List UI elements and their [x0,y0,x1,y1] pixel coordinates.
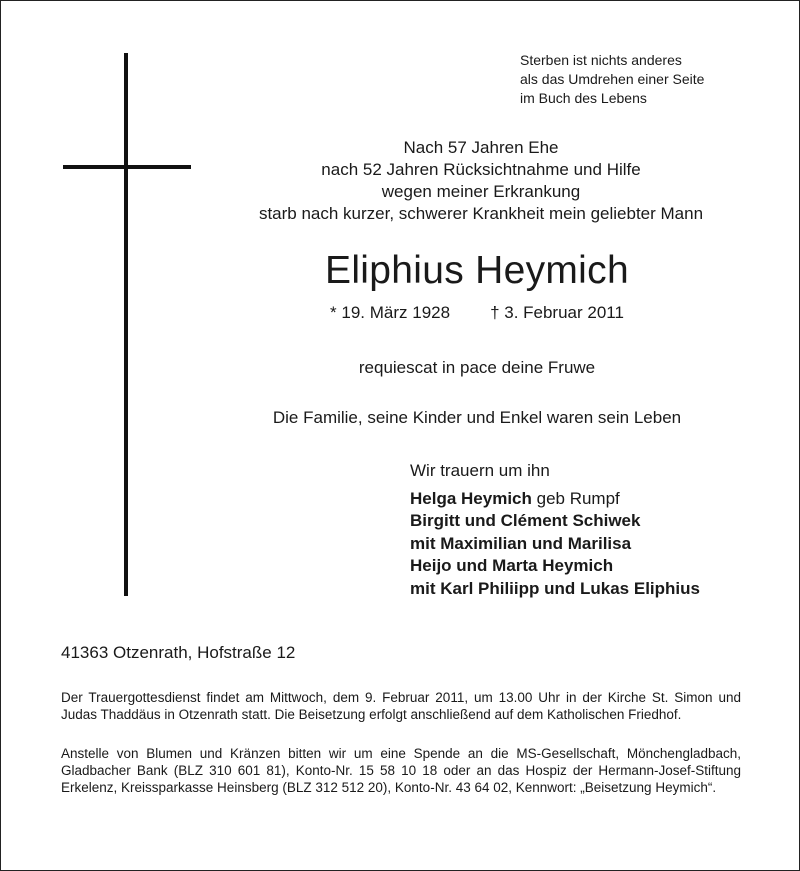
family-address: 41363 Otzenrath, Hofstraße 12 [61,643,296,662]
life-dates [171,301,783,325]
mourner-name: mit Maximilian und Marilisa [410,533,632,553]
widow-name: Helga Heymich [410,488,532,508]
mourner-line [410,533,700,556]
mourner-line [410,510,700,533]
death-date: † 3. Februar 2011 [490,303,624,322]
mourner-widow [410,488,700,511]
intro-line: Nach 57 Jahren Ehe [403,138,559,157]
birth-date: * 19. März 1928 [330,303,451,322]
quote-line: im Buch des Lebens [520,90,647,106]
quote-line: als das Umdrehen einer Seite [520,71,705,87]
widow-maiden-name: geb Rumpf [531,488,620,508]
deceased-name: Eliphius Heymich [325,249,629,292]
mourners-list [410,460,700,600]
epigraph-quote [520,51,704,108]
intro-text [171,137,791,225]
intro-line: wegen meiner Erkrankung [381,182,581,201]
mourner-line [410,578,700,601]
donation-notice: Anstelle von Blumen und Kränzen bitten wir um eine Spende an die MS-Gesellschaft, Mönchengladbach, Gladbacher Bank (BLZ 310 601 81), Konto-Nr. 15 58 10 18 oder an das Hospiz der Hermann-Josef-Stiftung Erkelenz, Kreissparkasse Heinsberg (BLZ 312 512 20), Konto-Nr. 43 64 02, Kennwort: „Beisetzung Heymich“. [61,746,741,795]
funeral-service-notice: Der Trauergottesdienst findet am Mittwoch, dem 9. Februar 2011, um 13.00 Uhr in der Kirche St. Simon und Judas Thaddäus in Otzenrath statt. Die Beisetzung erfolgt anschließend auf dem Katholischen Friedhof. [61,690,741,722]
quote-line: Sterben ist nichts anderes [520,52,682,68]
cross-icon-vertical-bar [124,53,128,596]
intro-line: nach 52 Jahren Rücksichtnahme und Hilfe [321,160,641,179]
mourner-line [410,555,700,578]
intro-line: starb nach kurzer, schwerer Krankheit mein geliebter Mann [258,204,704,223]
mourner-name: mit Karl Philiipp und Lukas Eliphius [410,578,700,598]
mourners-intro: Wir trauern um ihn [410,461,550,480]
family-line: Die Familie, seine Kinder und Enkel waren sein Leben [272,408,682,427]
mourner-name: Heijo und Marta Heymich [410,556,614,575]
mourner-name: Birgitt und Clément Schiwek [410,511,641,530]
requiem-line: requiescat in pace deine Fruwe [358,358,596,377]
